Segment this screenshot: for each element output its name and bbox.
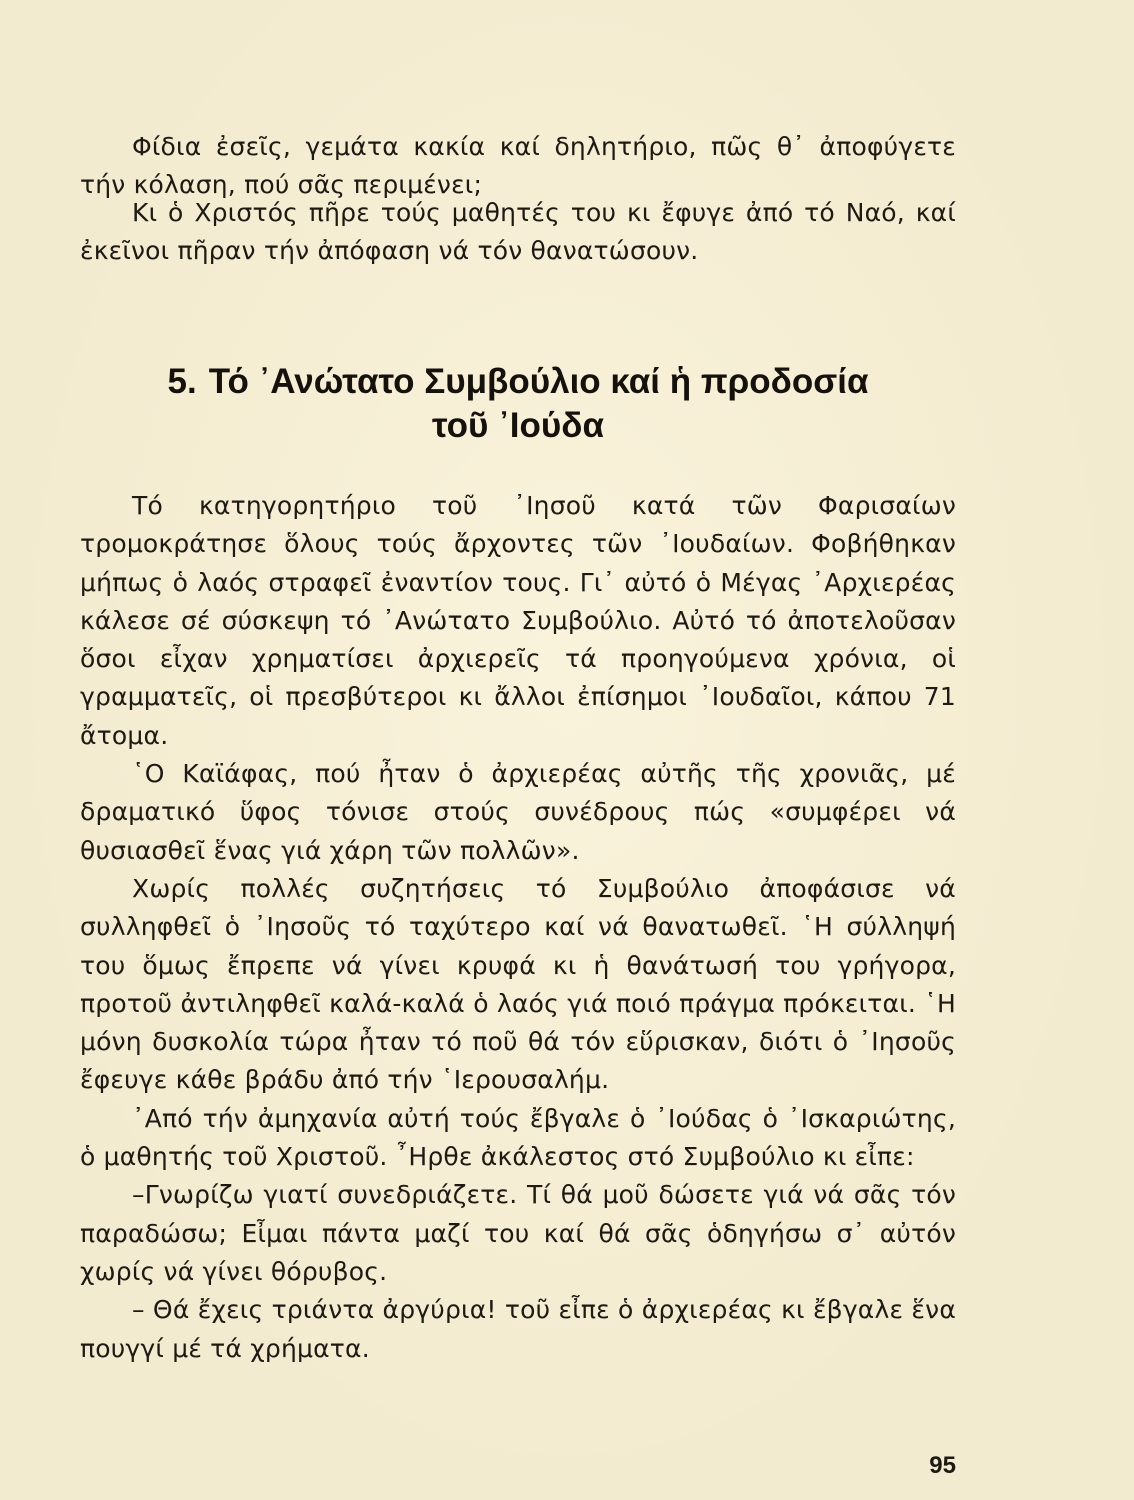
- intro-paragraph-2: [80, 194, 956, 271]
- page-number: 95: [929, 1452, 956, 1479]
- paragraph: Τό κατηγορητήριο τοῦ ᾽Ιησοῦ κατά τῶν Φαρισαίων τρομοκράτησε ὅλους τούς ἄρχοντες τῶν ᾽Ιουδαίων. Φοβήθηκαν μήπως ὁ λαός στραφεῖ ἐναντίον τους. Γι᾽ αὐτό ὁ Μέγας ᾽Αρχιερέας κάλεσε σέ σύσκεψη τό ᾽Ανώτατο Συμβούλιο. Αὐτό τό ἀποτελοῦσαν ὅσοι εἶχαν χρηματίσει ἀρχιερεῖς τά προηγούμενα χρόνια, οἱ γραμματεῖς, οἱ πρεσβύτεροι κι ἄλλοι ἐπίσημοι ᾽Ιουδαῖοι, κάπου 71 ἄτομα.: [80, 491, 956, 750]
- paragraph: Χωρίς πολλές συζητήσεις τό Συμβούλιο ἀποφάσισε νά συλληφθεῖ ὁ ᾽Ιησοῦς τό ταχύτερο καί νά θανατωθεῖ. ῾Η σύλληψή του ὅμως ἔπρεπε νά γίνει κρυφά κι ἡ θανάτωσή του γρήγορα, προτοῦ ἀντιληφθεῖ καλά-καλά ὁ λαός γιά ποιό πράγμα πρόκειται. ῾Η μόνη δυσκολία τώρα ἦταν τό ποῦ θά τόν εὕρισκαν, διότι ὁ ᾽Ιησοῦς ἔφευγε κάθε βράδυ ἀπό τήν ῾Ιερουσαλήμ.: [80, 873, 956, 1095]
- paragraph: – Θά ἔχεις τριάντα ἀργύρια! τοῦ εἶπε ὁ ἀρχιερέας κι ἔβγαλε ἕνα πουγγί μέ τά χρήματα.: [80, 1295, 956, 1363]
- section-title-line-1: Τό ᾽Ανώτατο Συμβούλιο καί ἡ προδοσία: [208, 362, 869, 401]
- section-title-line-2: τοῦ ᾽Ιούδα: [432, 406, 604, 445]
- section-heading-line-1: [80, 360, 956, 404]
- paragraph: ῾Ο Καϊάφας, πού ἦταν ὁ ἀρχιερέας αὐτῆς τῆς χρονιᾶς, μέ δραματικό ὕφος τόνισε στούς συνέδρους πώς «συμφέρει νά θυσιασθεῖ ἕνας γιά χάρη τῶν πολλῶν».: [80, 759, 956, 865]
- paragraph: Κι ὁ Χριστός πῆρε τούς μαθητές του κι ἔφυγε ἀπό τό Ναό, καί ἐκεῖνοι πῆραν τήν ἀπόφαση νά τόν θανατώσουν.: [80, 198, 956, 266]
- section-body: [80, 487, 956, 1368]
- paragraph: –Γνωρίζω γιατί συνεδριάζετε. Τί θά μοῦ δώσετε γιά νά σᾶς τόν παραδώσω; Εἶμαι πάντα μαζί του καί θά σᾶς ὁδηγήσω σ᾽ αὐτόν χωρίς νά γίνει θόρυβος.: [80, 1180, 956, 1286]
- paragraph: Φίδια ἐσεῖς, γεμάτα κακία καί δηλητήριο, πῶς θ᾽ ἀποφύγετε τήν κόλαση, πού σᾶς περιμένει;: [80, 132, 956, 200]
- section-number: 5.: [167, 362, 197, 401]
- section-heading: [80, 360, 956, 448]
- paragraph: ᾽Από τήν ἀμηχανία αὐτή τούς ἔβγαλε ὁ ᾽Ιούδας ὁ ᾽Ισκαριώτης, ὁ μαθητής τοῦ Χριστοῦ. ῏Ηρθε ἀκάλεστος στό Συμβούλιο κι εἶπε:: [80, 1103, 956, 1172]
